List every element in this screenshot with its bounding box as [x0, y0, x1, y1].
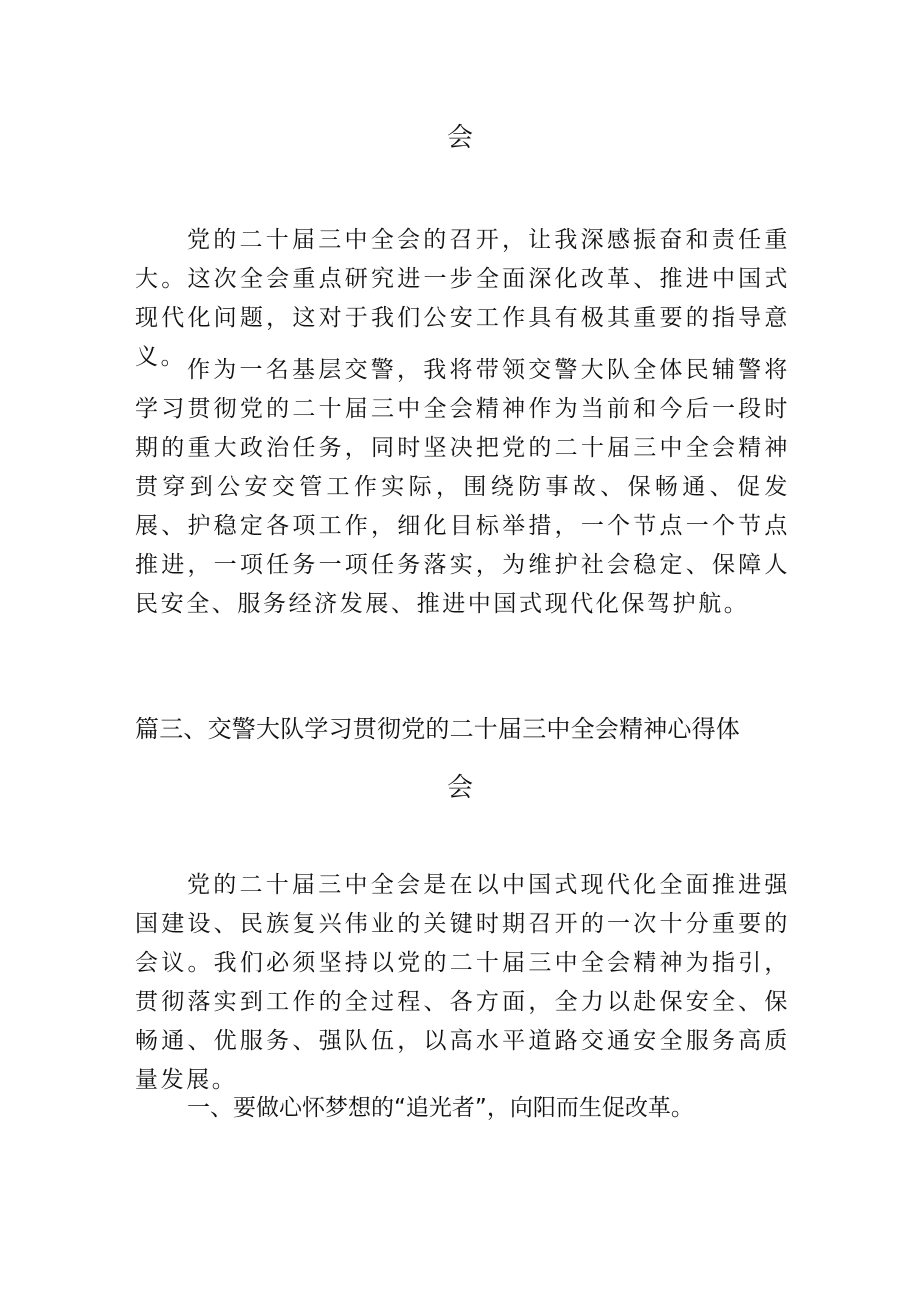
section-paragraph: 党的二十届三中全会是在以中国式现代化全面推进强国建设、民族复兴伟业的关键时期召开的一次十分重要的会议。我们必须坚持以党的二十届三中全会精神为指引，贯彻落实到工作的全过程、各方面，全力以赴保安全、保畅通、优服务、强队伍，以高水平道路交通安全服务高质量发展。 — [135, 872, 790, 1093]
section-title-continuation: 会 — [446, 773, 473, 803]
heading-continuation: 会 — [446, 123, 473, 153]
body-paragraph-2: 作为一名基层交警，我将带领交警大队全体民辅警将学习贯彻党的二十届三中全会精神作为当前和今后一段时期的重大政治任务，同时坚决把党的二十届三中全会精神贯穿到公安交管工作实际，围绕防事故、保畅通、促发展、护稳定各项工作，细化目标举措，一个节点一个节点推进，一项任务一项任务落实，为维护社会稳定、保障人民安全、服务经济发展、推进中国式现代化保驾护航。 — [135, 357, 790, 617]
section-title: 篇三、交警大队学习贯彻党的二十届三中全会精神心得体 — [135, 715, 740, 743]
body-paragraph-1: 党的二十届三中全会的召开，让我深感振奋和责任重大。这次全会重点研究进一步全面深化改革、推进中国式现代化问题，这对于我们公安工作具有极其重要的指导意义。 — [135, 227, 790, 370]
section-subheading: 一、要做心怀梦想的“追光者”，向阳而生促改革。 — [187, 1095, 694, 1121]
